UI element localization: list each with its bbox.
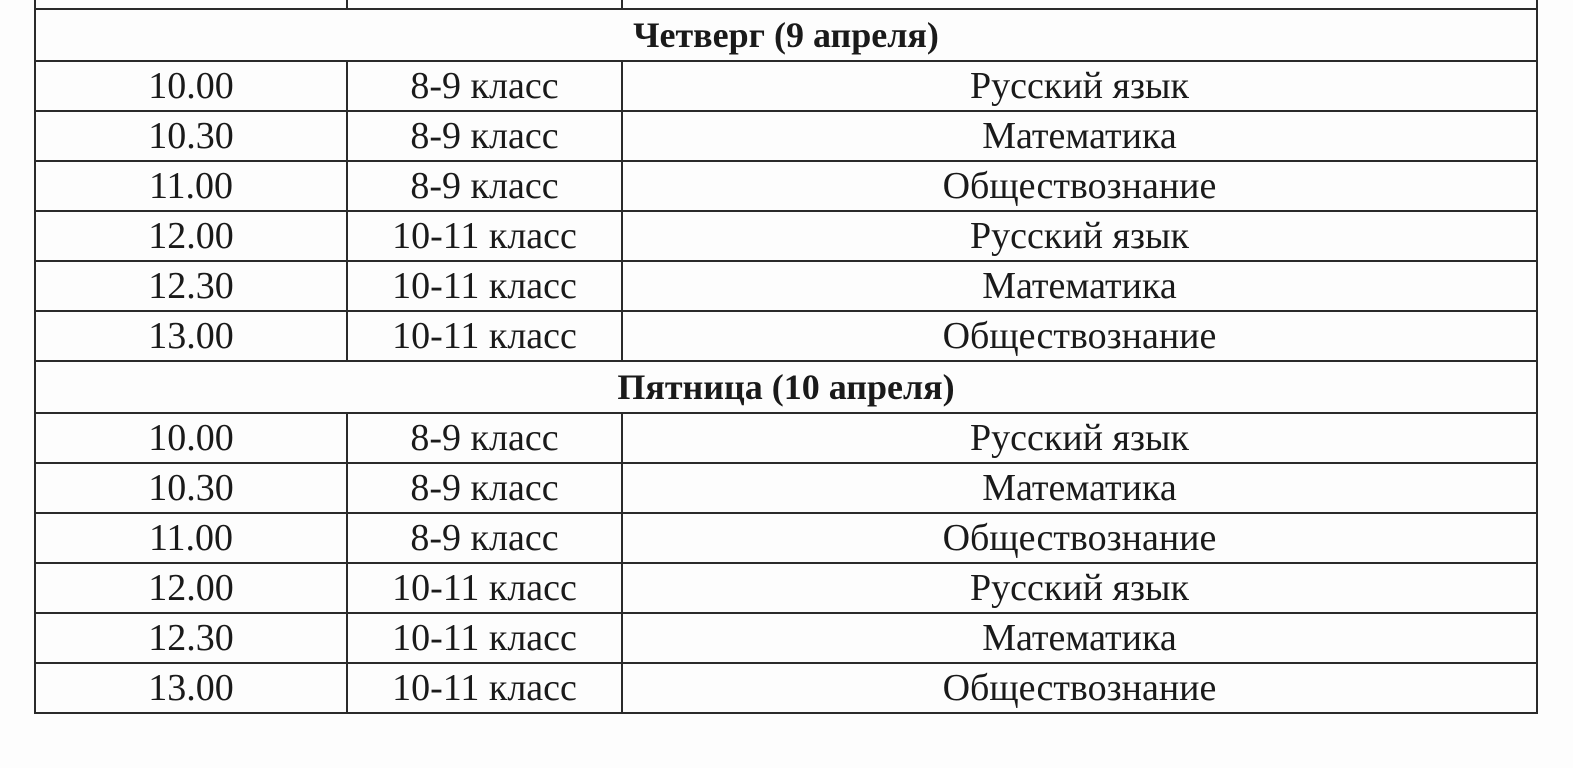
day-heading-friday: Пятница (10 апреля) (35, 361, 1537, 413)
table-row (35, 563, 1537, 613)
grade-cell (347, 0, 622, 9)
grade-cell: 8-9 класс (347, 463, 622, 513)
grade-cell: 10-11 класс (347, 563, 622, 613)
time-cell: 10.00 (35, 61, 347, 111)
table-row (35, 463, 1537, 513)
time-cell: 13.00 (35, 311, 347, 361)
table-row (35, 111, 1537, 161)
time-cell: 12.00 (35, 211, 347, 261)
grade-cell: 8-9 класс (347, 111, 622, 161)
time-cell: 10.00 (35, 413, 347, 463)
table-row (35, 261, 1537, 311)
table-row (35, 613, 1537, 663)
grade-cell: 10-11 класс (347, 211, 622, 261)
grade-cell: 8-9 класс (347, 513, 622, 563)
time-cell: 11.00 (35, 161, 347, 211)
time-cell: 10.30 (35, 111, 347, 161)
grade-cell: 8-9 класс (347, 161, 622, 211)
subject-cell (622, 0, 1537, 9)
grade-cell: 10-11 класс (347, 663, 622, 713)
table-row (35, 663, 1537, 713)
table-row (35, 61, 1537, 111)
time-cell: 13.00 (35, 663, 347, 713)
subject-cell: Математика (622, 261, 1537, 311)
subject-cell: Русский язык (622, 61, 1537, 111)
grade-cell: 8-9 класс (347, 413, 622, 463)
subject-cell: Русский язык (622, 211, 1537, 261)
grade-cell: 10-11 класс (347, 261, 622, 311)
table-row (35, 311, 1537, 361)
subject-cell: Русский язык (622, 413, 1537, 463)
subject-cell: Математика (622, 111, 1537, 161)
time-cell: 10.30 (35, 463, 347, 513)
grade-cell: 10-11 класс (347, 613, 622, 663)
time-cell: 12.00 (35, 563, 347, 613)
subject-cell: Русский язык (622, 563, 1537, 613)
grade-cell: 10-11 класс (347, 311, 622, 361)
day-heading-row (35, 361, 1537, 413)
grade-cell: 8-9 класс (347, 61, 622, 111)
time-cell: 12.30 (35, 261, 347, 311)
subject-cell: Обществознание (622, 311, 1537, 361)
subject-cell: Математика (622, 463, 1537, 513)
subject-cell: Обществознание (622, 663, 1537, 713)
subject-cell: Обществознание (622, 161, 1537, 211)
day-heading-thursday: Четверг (9 апреля) (35, 9, 1537, 61)
cut-off-row (35, 0, 1537, 9)
time-cell (35, 0, 347, 9)
subject-cell: Математика (622, 613, 1537, 663)
schedule-table (34, 0, 1538, 714)
subject-cell: Обществознание (622, 513, 1537, 563)
table-row (35, 513, 1537, 563)
day-heading-row (35, 9, 1537, 61)
time-cell: 12.30 (35, 613, 347, 663)
table-row (35, 161, 1537, 211)
table-row (35, 413, 1537, 463)
time-cell: 11.00 (35, 513, 347, 563)
table-row (35, 211, 1537, 261)
